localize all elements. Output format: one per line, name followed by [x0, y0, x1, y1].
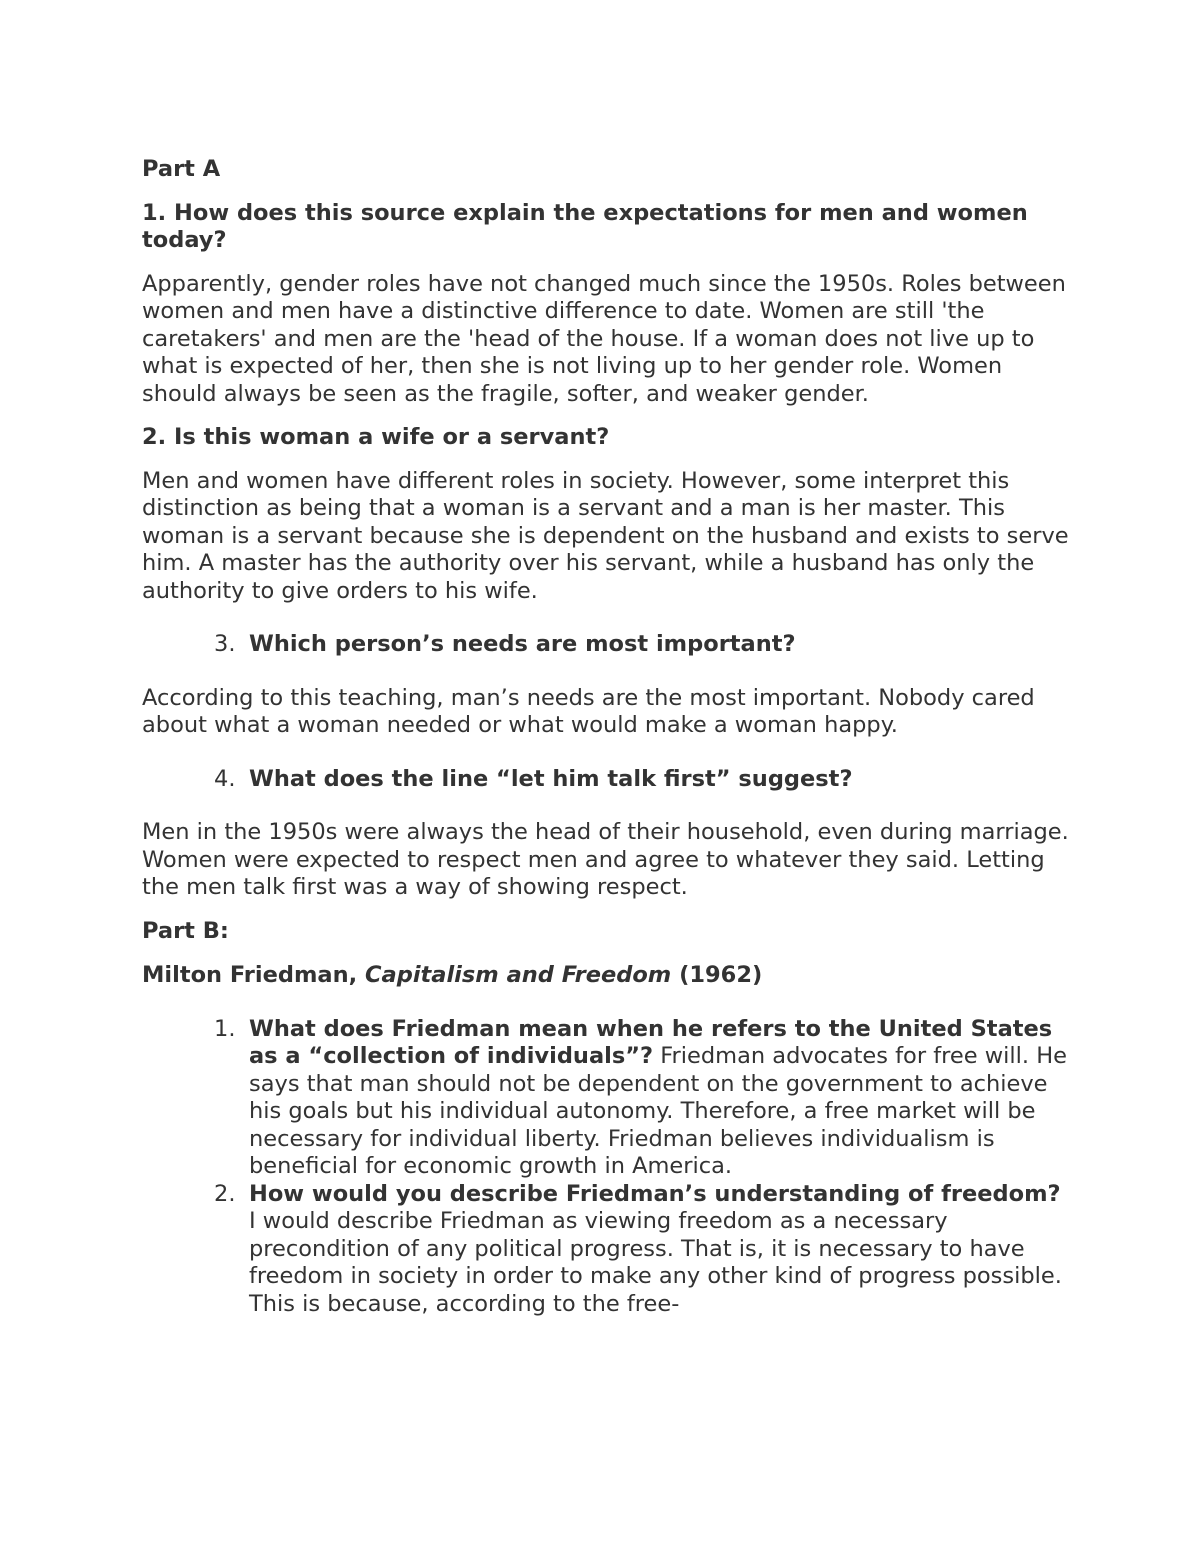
answer-3: According to this teaching, man’s needs are the most important. Nobody cared about what a woman needed or what would make a woman happy.	[142, 684, 1035, 738]
source-title: Capitalism and Freedom	[365, 962, 672, 988]
list-item-question: What does Friedman mean when he refers to the United States as a “collection of individuals”?	[249, 1015, 1053, 1069]
part-b-question-list	[142, 1016, 1072, 1319]
list-item-number: 2.	[214, 1180, 236, 1207]
question-3	[142, 631, 1072, 659]
list-item-answer: Friedman advocates for free will. He says that man should not be dependent on the government to achieve his goals but his individual autonomy. Therefore, a free market will be necessary for individual liberty. Friedman believes individualism is beneficial for economic growth in America.	[249, 1043, 1067, 1179]
list-item-question: How would you describe Friedman’s understanding of freedom?	[249, 1180, 1061, 1207]
list-item	[142, 1016, 1072, 1181]
part-b-heading: Part B:	[142, 917, 229, 944]
list-item	[142, 1181, 1072, 1319]
list-item-number: 1.	[214, 1015, 236, 1042]
source-author: Milton Friedman,	[142, 962, 366, 988]
answer-1: Apparently, gender roles have not changed much since the 1950s. Roles between women and men have a distinctive difference to date. Women are still 'the caretakers' and men are the 'head of the house. If a woman does not live up to what is expected of her, then she is not living up to her gender role. Women should always be seen as the fragile, softer, and weaker gender.	[142, 270, 1066, 407]
question-3-text: Which person’s needs are most important?	[249, 631, 796, 657]
question-3-number: 3.	[214, 631, 236, 657]
question-4-number: 4.	[214, 765, 236, 792]
source-year: (1962)	[671, 962, 763, 988]
answer-2: Men and women have different roles in society. However, some interpret this distinction as being that a woman is a servant and a man is her master. This woman is a servant because she is dependent on the husband and exists to serve him. A master has the authority over his servant, while a husband has only the authority to give orders to his wife.	[142, 467, 1069, 604]
part-a-heading: Part A	[142, 156, 221, 182]
question-4-text: What does the line “let him talk first” suggest?	[249, 765, 853, 792]
source-citation	[142, 962, 1072, 990]
answer-4: Men in the 1950s were always the head of their household, even during marriage. Women were expected to respect men and agree to whatever they said. Letting the men talk first was a way of showing respect.	[142, 819, 1069, 900]
list-item-answer: I would describe Friedman as viewing freedom as a necessary precondition of any political progress. That is, it is necessary to have freedom in society in order to make any other kind of progress possible. This is because, according to the free-	[249, 1208, 1062, 1317]
question-1: 1. How does this source explain the expectations for men and women today?	[142, 199, 1028, 253]
document-page	[142, 156, 1072, 1318]
question-4	[142, 766, 1072, 794]
question-2: 2. Is this woman a wife or a servant?	[142, 424, 610, 450]
